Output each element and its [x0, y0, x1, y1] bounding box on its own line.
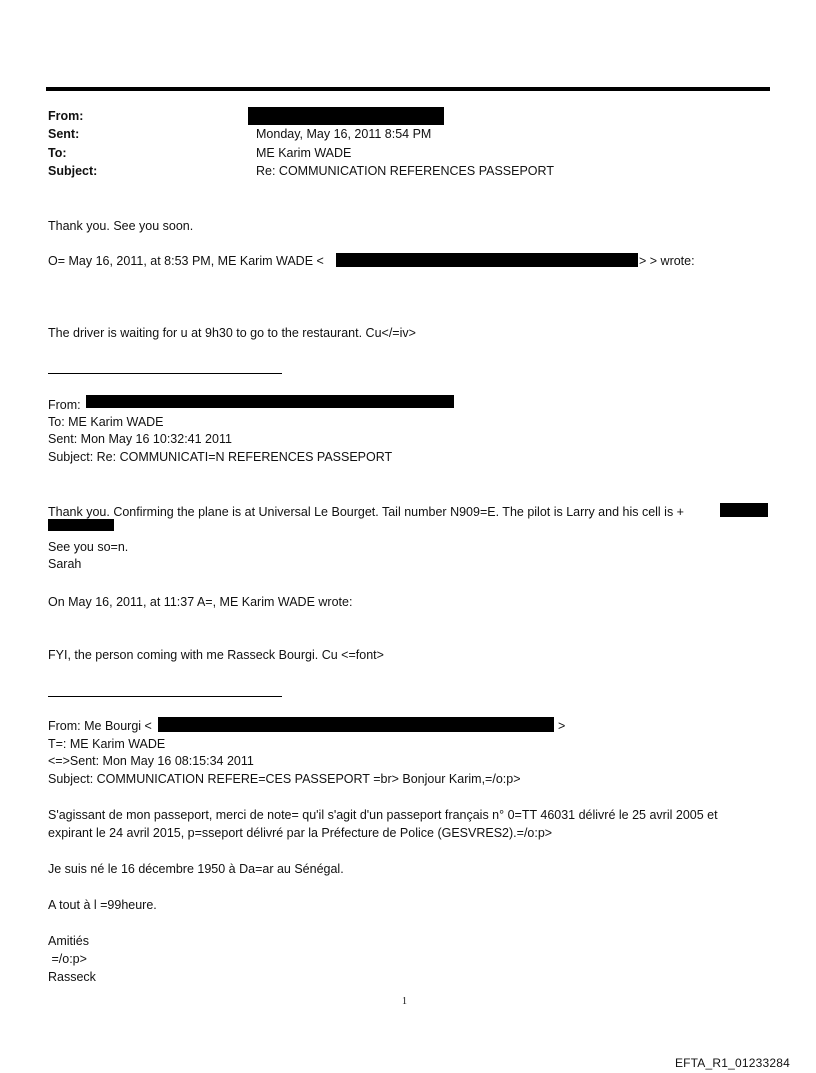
- separator-line: [48, 373, 282, 374]
- body-line: Thank you. See you soon.: [48, 219, 194, 233]
- body-line: To: ME Karim WADE: [48, 415, 164, 429]
- body-line: Je suis né le 16 décembre 1950 à Da=ar au Sénégal.: [48, 862, 344, 876]
- body-line: Sent: Mon May 16 10:32:41 2011: [48, 432, 232, 446]
- body-line: expirant le 24 avril 2015, p=sseport délivré par la Préfecture de Police (GESVRES2).=/o:p>: [48, 826, 553, 840]
- body-line: > > wrote:: [639, 254, 695, 268]
- sent-value: Monday, May 16, 2011 8:54 PM: [256, 127, 432, 141]
- body-line: Rasseck: [48, 970, 96, 984]
- email-redaction: [336, 253, 638, 267]
- body-line: Thank you. Confirming the plane is at Universal Le Bourget. Tail number N909=E. The pilot is Larry and his cell is +: [48, 505, 684, 519]
- subject-value: Re: COMMUNICATION REFERENCES PASSEPORT: [256, 164, 554, 178]
- body-line: T=: ME Karim WADE: [48, 737, 166, 751]
- body-line: On May 16, 2011, at 11:37 A=, ME Karim WADE wrote:: [48, 595, 353, 609]
- page-number: 1: [402, 996, 407, 1007]
- body-line: Subject: COMMUNICATION REFERE=CES PASSEPORT =br> Bonjour Karim,=/o:p>: [48, 772, 521, 786]
- body-line: The driver is waiting for u at 9h30 to go to the restaurant. Cu</=iv>: [48, 326, 416, 340]
- to-label: To:: [48, 146, 67, 160]
- body-line: See you so=n.: [48, 540, 129, 554]
- separator-line: [48, 696, 282, 697]
- subject-label: Subject:: [48, 164, 98, 178]
- body-line: Sarah: [48, 557, 82, 571]
- body-line: O= May 16, 2011, at 8:53 PM, ME Karim WADE <: [48, 254, 324, 268]
- top-rule: [46, 87, 770, 91]
- phone-redaction: [720, 503, 768, 517]
- body-line: From:: [48, 398, 81, 412]
- body-line: Amitiés: [48, 934, 89, 948]
- email-redaction: [158, 717, 554, 732]
- phone-redaction: [48, 519, 114, 531]
- body-line: FYI, the person coming with me Rasseck Bourgi. Cu <=font>: [48, 648, 384, 662]
- from-label: From:: [48, 109, 84, 123]
- body-line: >: [558, 719, 566, 733]
- to-value: ME Karim WADE: [256, 146, 352, 160]
- document-id: EFTA_R1_01233284: [674, 1056, 790, 1070]
- body-line: A tout à l =99heure.: [48, 898, 157, 912]
- body-line: From: Me Bourgi <: [48, 719, 152, 733]
- body-line: =/o:p>: [48, 952, 87, 966]
- from-redaction: [248, 107, 444, 125]
- sender-redaction: [86, 395, 454, 408]
- sent-label: Sent:: [48, 127, 80, 141]
- body-line: Subject: Re: COMMUNICATI=N REFERENCES PASSEPORT: [48, 450, 393, 464]
- body-line: S'agissant de mon passeport, merci de note= qu'il s'agit d'un passeport français n° 0=TT 46031 délivré le 25 avril 2005 et: [48, 808, 718, 822]
- body-line: <=>Sent: Mon May 16 08:15:34 2011: [48, 754, 254, 768]
